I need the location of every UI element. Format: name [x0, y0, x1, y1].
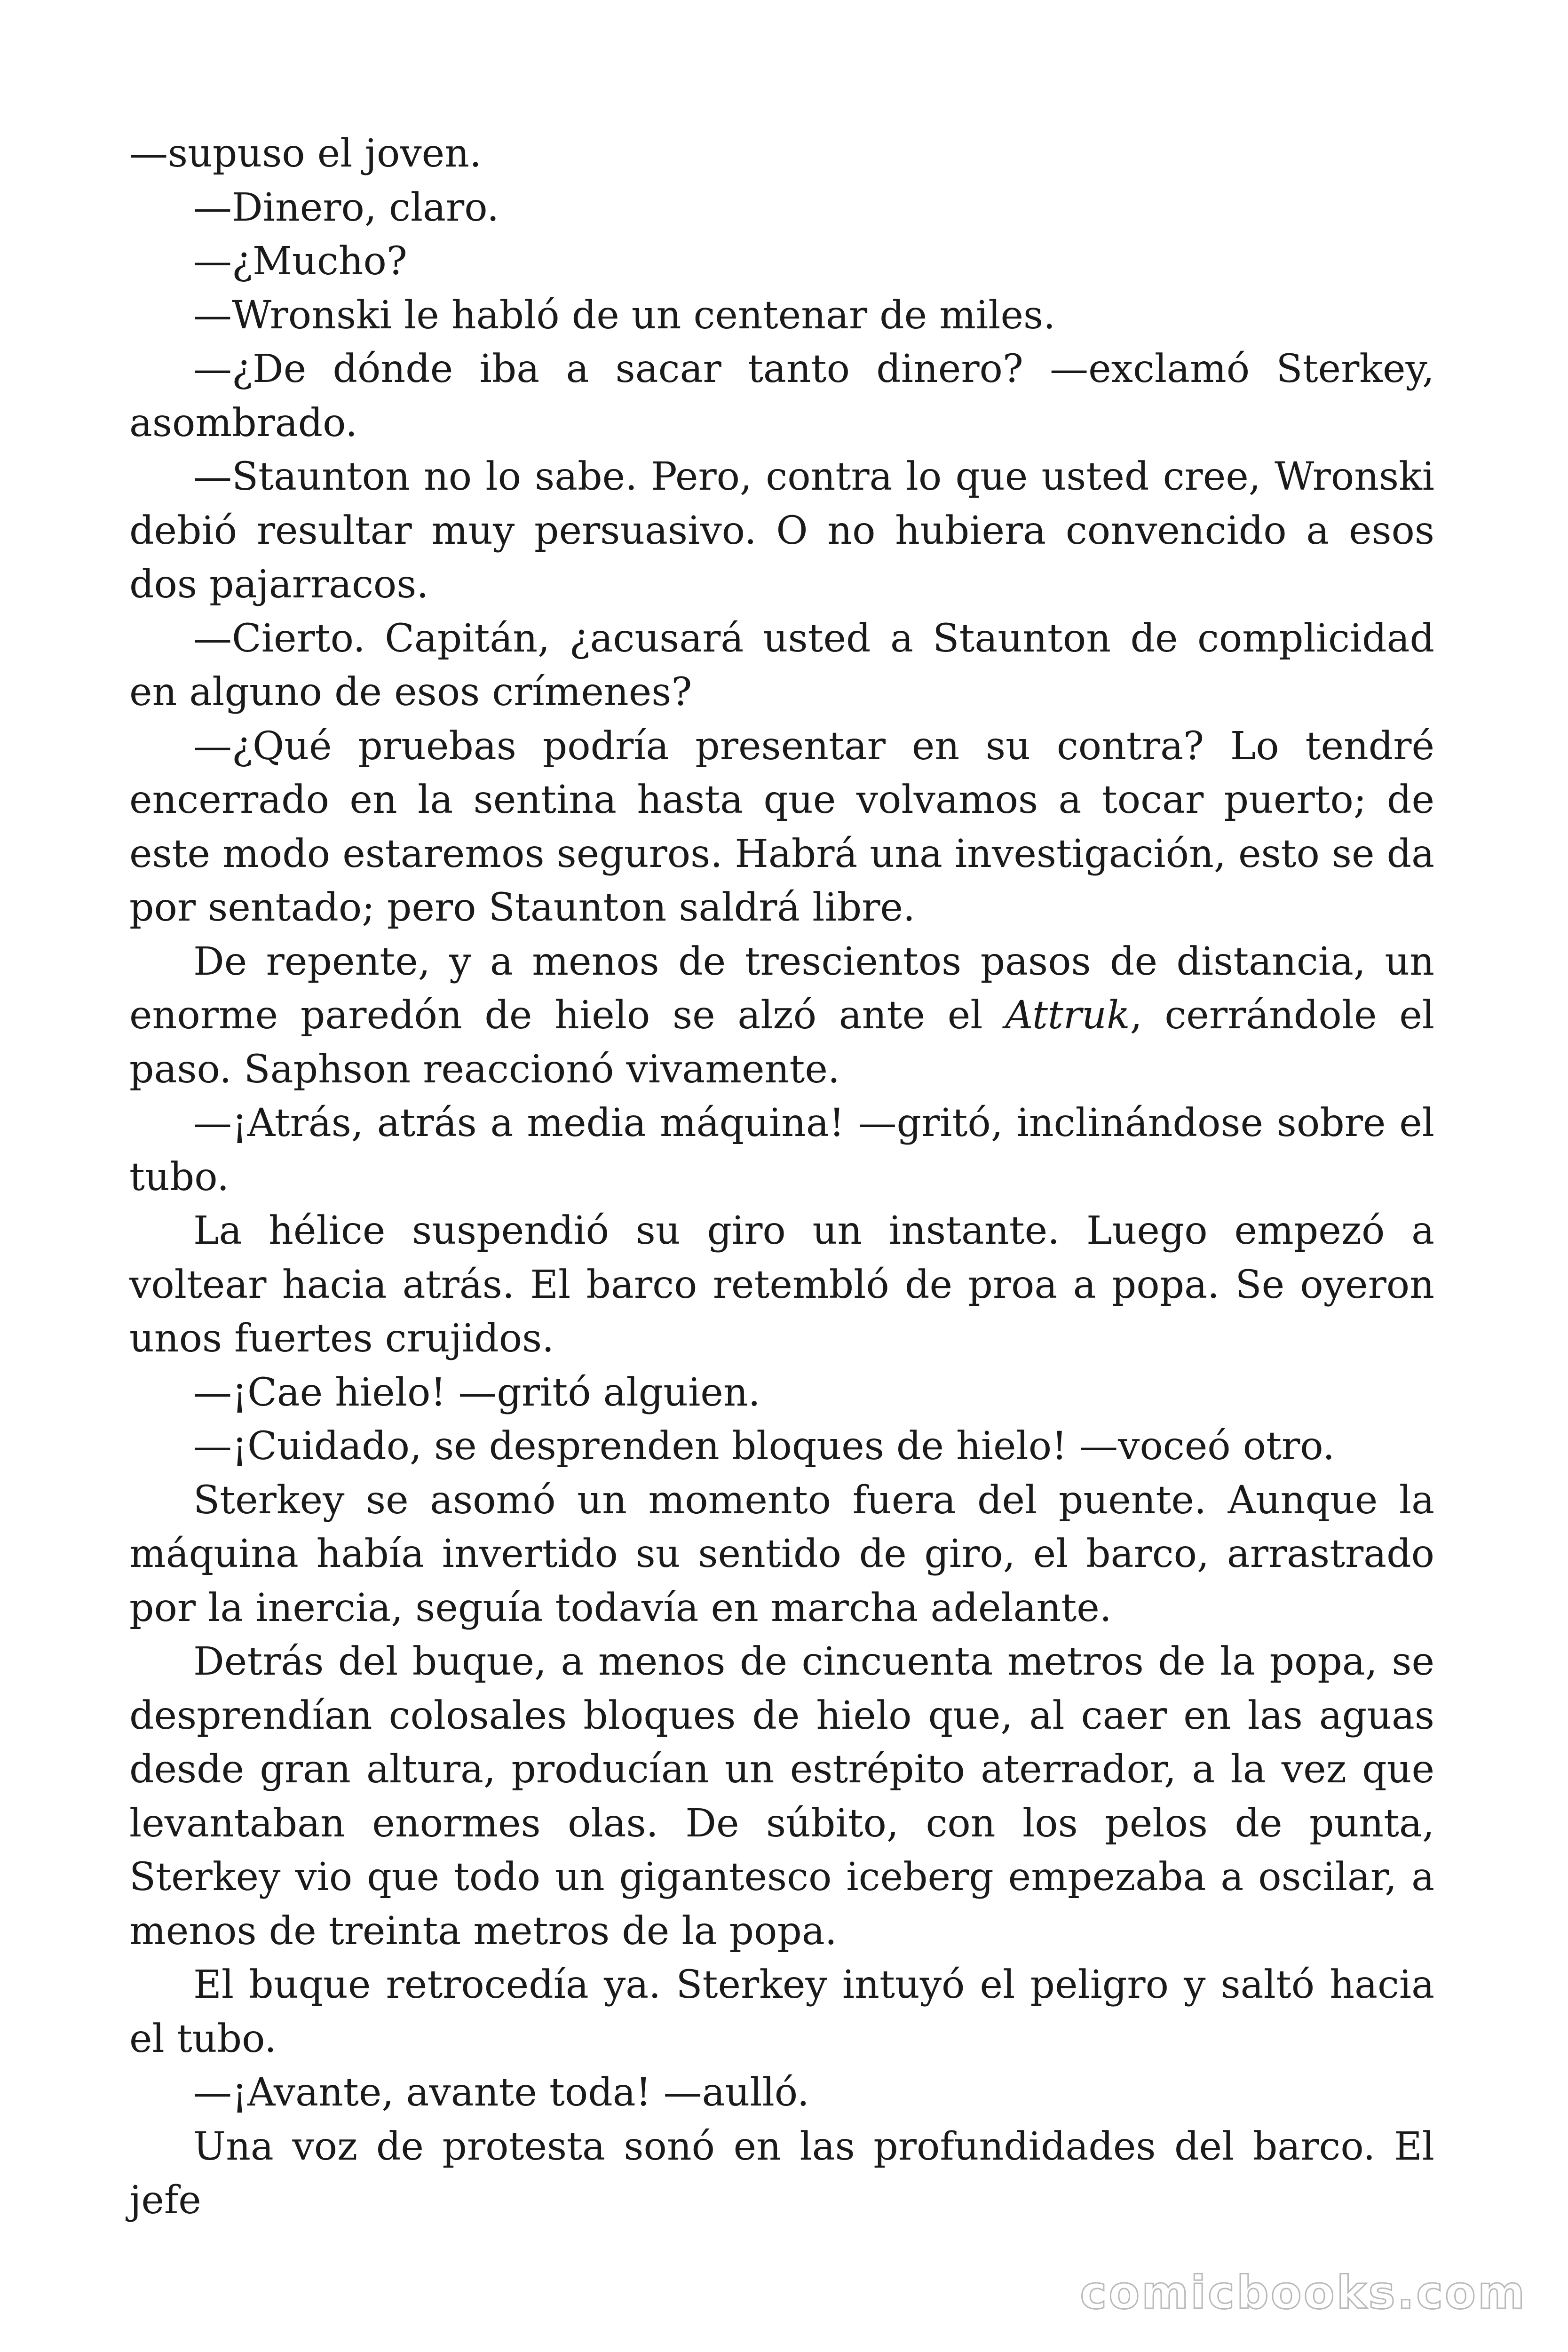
paragraph-segment: De repente, y a menos de trescientos pasos de distancia, un enorme paredón de hielo se alzó ante el	[129, 939, 1434, 1038]
paragraph: —Dinero, claro.	[193, 185, 499, 230]
ship-name: Attruk	[1005, 993, 1130, 1038]
paragraph: Una voz de protesta sonó en las profundidades del barco. El jefe	[129, 2124, 1434, 2223]
paragraph: —¿Qué pruebas podría presentar en su contra? Lo tendré encerrado en la sentina hasta que volvamos a tocar puerto; de este modo estaremos seguros. Habrá una investigación, esto se da por sentado; pero Staunton saldrá libre.	[129, 723, 1434, 930]
paragraph: —Staunton no lo sabe. Pero, contra lo que usted cree, Wronski debió resultar muy persuasivo. O no hubiera convencido a esos dos pajarracos.	[129, 454, 1434, 607]
paragraph: —Cierto. Capitán, ¿acusará usted a Staunton de complicidad en alguno de esos crímenes?	[129, 616, 1434, 715]
paragraph: —¿De dónde iba a sacar tanto dinero? —exclamó Sterkey, asombrado.	[129, 347, 1434, 445]
paragraph: —¡Avante, avante toda! —aulló.	[193, 2070, 809, 2115]
paragraph: Detrás del buque, a menos de cincuenta metros de la popa, se desprendían colosales bloques de hielo que, al caer en las aguas desde gran altura, producían un estrépito aterrador, a la vez que levantaban enormes olas. De súbito, con los pelos de punta, Sterkey vio que todo un gigantesco iceberg empezaba a oscilar, a menos de treinta metros de la popa.	[129, 1639, 1434, 1954]
paragraph: —Wronski le habló de un centenar de miles.	[193, 293, 1056, 338]
paragraph: —¡Cae hielo! —gritó alguien.	[193, 1370, 760, 1415]
paragraph	[129, 935, 1434, 1097]
paragraph: —¡Cuidado, se desprenden bloques de hielo! —voceó otro.	[193, 1424, 1335, 1469]
paragraph: —¿Mucho?	[193, 239, 407, 284]
paragraph-segment: , cerrándole el paso. Saphson reaccionó vivamente.	[129, 993, 1435, 1092]
watermark: comicbooks.com	[1080, 2266, 1527, 2319]
paragraph: El buque retrocedía ya. Sterkey intuyó el peligro y saltó hacia el tubo.	[129, 1963, 1434, 2061]
paragraph: Sterkey se asomó un momento fuera del puente. Aunque la máquina había invertido su sentido de giro, el barco, arrastrado por la inercia, seguía todavía en marcha adelante.	[129, 1478, 1434, 1630]
paragraph: —supuso el joven.	[129, 131, 482, 176]
paragraph: La hélice suspendió su giro un instante. Luego empezó a voltear hacia atrás. El barco retembló de proa a popa. Se oyeron unos fuertes crujidos.	[129, 1208, 1434, 1361]
body-text	[129, 127, 1434, 2228]
paragraph: —¡Atrás, atrás a media máquina! —gritó, inclinándose sobre el tubo.	[129, 1101, 1434, 1200]
